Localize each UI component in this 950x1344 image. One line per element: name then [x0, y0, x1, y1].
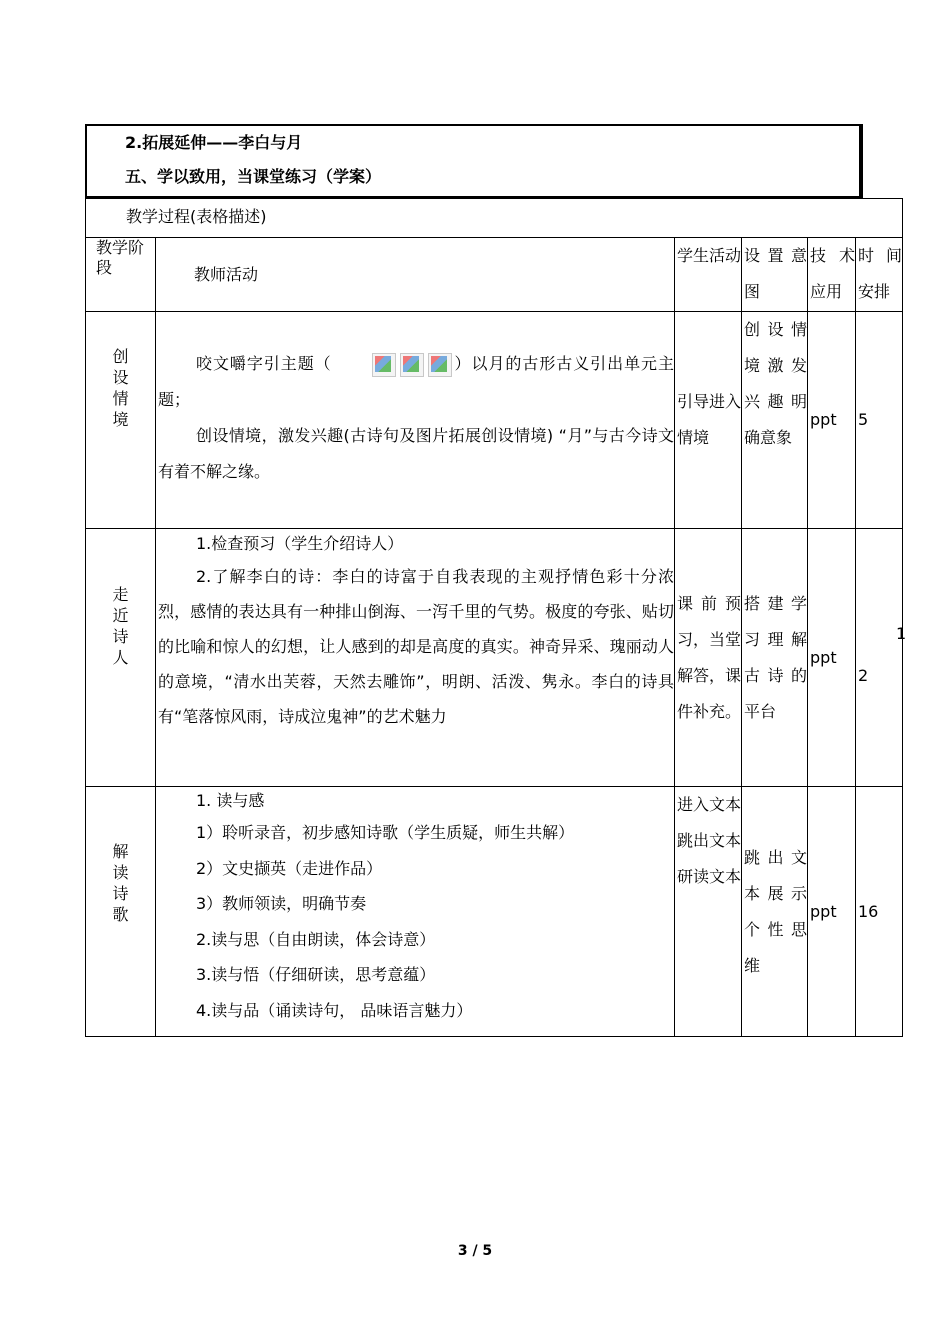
col-header-intent: 设置意图 [742, 238, 808, 312]
student-activity-cell: 引导进入情境 [675, 312, 742, 529]
section-extension-title: 2.拓展延伸——李白与月 [125, 133, 303, 152]
col-header-student: 学生活动 [675, 238, 742, 312]
tech-cell: ppt [808, 529, 856, 787]
page-number: 3 / 5 [457, 1243, 493, 1259]
image-icon [428, 353, 452, 377]
table-caption: 教学过程(表格描述) [86, 199, 903, 238]
col-header-tech: 技术应用 [808, 238, 856, 312]
col-header-teacher: 教师活动 [156, 238, 675, 312]
time-cell: 16 [856, 787, 903, 1037]
col-header-time: 时间安排 [856, 238, 903, 312]
header-box [85, 124, 861, 196]
stage-cell: 走近诗人 [86, 529, 156, 787]
stray-digit: 1 [896, 624, 907, 643]
table-row [86, 787, 903, 1037]
teacher-activity-cell: 1. 读与感 1）聆听录音，初步感知诗歌（学生质疑，师生共解） 2）文史撷英（走进作品） 3）教师领读，明确节奏 2.读与思（自由朗读，体会诗意） 3.读与悟（仔细研读，思考意蕴） 4.读与品（诵读诗句， 品味语言魅力） [156, 787, 675, 1037]
stage-cell: 创设情境 [86, 312, 156, 529]
tech-cell: ppt [808, 312, 856, 529]
intent-cell: 创设情境激发兴趣明确意象 [742, 312, 808, 529]
section-practice-title: 五、学以致用，当课堂练习（学案） [125, 167, 382, 186]
teacher-activity-cell: 1.检查预习（学生介绍诗人） 2.了解李白的诗：李白的诗富于自我表现的主观抒情色彩十分浓烈，感情的表达具有一种排山倒海、一泻千里的气势。极度的夸张、贴切的比喻和惊人的幻想，让人感到的却是高度的真实。神奇异采、瑰丽动人的意境，“清水出芙蓉，天然去雕饰”，明朗、活泼、隽永。李白的诗具有“笔落惊风雨，诗成泣鬼神”的艺术魅力 [156, 529, 675, 787]
intent-cell: 跳出文本展示个性思维 [742, 787, 808, 1037]
teacher-activity-cell: 咬文嚼字引主题（ ）以月的古形古义引出单元主题； 创设情境，激发兴趣(古诗句及图片拓展创设情境) “月”与古今诗文有着不解之缘。 [156, 312, 675, 529]
tech-cell: ppt [808, 787, 856, 1037]
intent-cell: 搭建学习理解古诗的平台 [742, 529, 808, 787]
col-header-stage: 教学阶段 [86, 238, 156, 312]
image-icon [400, 353, 424, 377]
time-cell: 2 [856, 529, 903, 787]
header-box-right-border [861, 124, 863, 198]
student-activity-cell: 课前预习，当堂解答，课件补充。 [675, 529, 742, 787]
time-cell: 5 [856, 312, 903, 529]
image-icon [372, 353, 396, 377]
table-row [86, 529, 903, 787]
stage-cell: 解读诗歌 [86, 787, 156, 1037]
student-activity-cell: 进入文本跳出文本研读文本 [675, 787, 742, 1037]
teaching-process-table [85, 198, 903, 1037]
character-images [332, 346, 454, 382]
table-row [86, 312, 903, 529]
